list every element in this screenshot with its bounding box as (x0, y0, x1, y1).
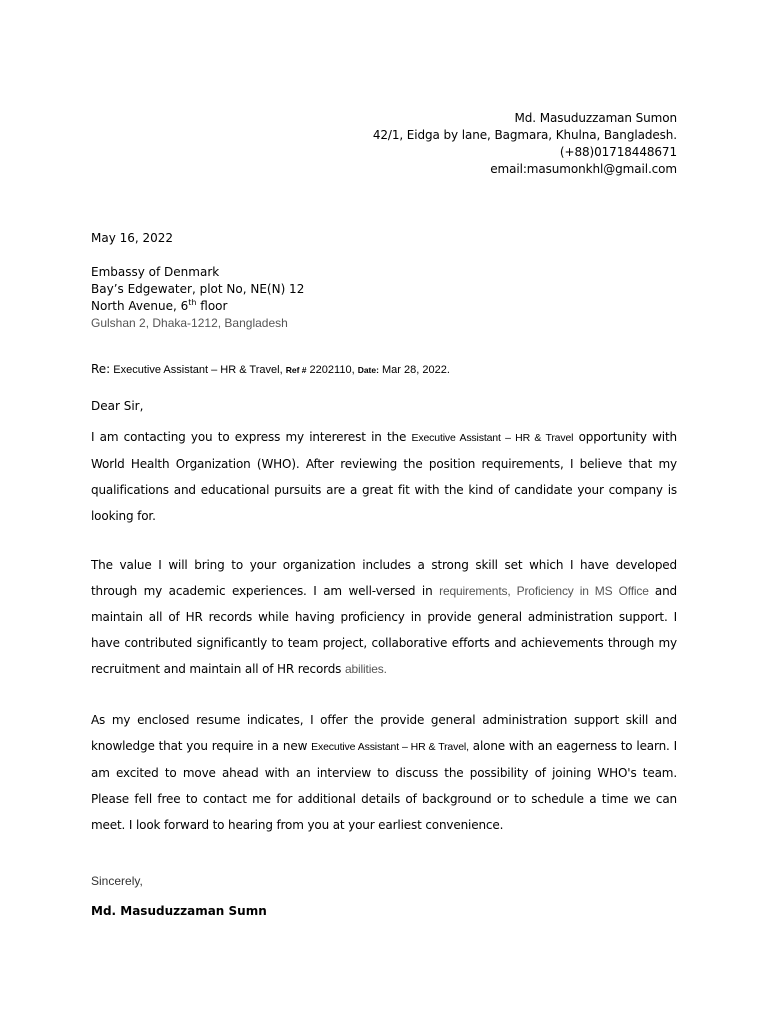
sender-address: 42/1, Eidga by lane, Bagmara, Khulna, Bangladesh. (372, 128, 677, 142)
paragraph-2-skills: requirements, Proficiency in MS Office (439, 584, 655, 598)
subject-date-value: Mar 28, 2022. (378, 364, 450, 376)
closing: Sincerely, (91, 874, 143, 888)
recipient-line-1: Embassy of Denmark (91, 265, 220, 279)
paragraph-1-part-2: opportunity with World Health Organization (WHO). After reviewing the position requirements, I believe that my qualifications and educational pursuits are a great fit with the kind of candidate your company is looking for. (91, 430, 678, 523)
subject-ref-value: 2202110, (306, 364, 358, 376)
recipient-block (91, 264, 304, 332)
paragraph-2 (91, 552, 677, 682)
subject-date-label: Date: (357, 365, 379, 375)
subject-line (91, 361, 450, 379)
paragraph-3 (91, 707, 677, 838)
paragraph-3-position: Executive Assistant – HR & Travel, (311, 741, 469, 753)
paragraph-3-part-2: alone with an eagerness to learn. I am excited to move ahead with an interview to discuss the possibility of joining WHO's team. Please fell free to contact me for additional details of background or to schedule a time we can meet. I look forward to hearing from you at your earliest convenience. (91, 739, 677, 832)
sender-phone: (+88)01718448671 (559, 145, 677, 159)
paragraph-2-abilities: abilities. (344, 662, 387, 676)
subject-position: Executive Assistant – HR & Travel, (110, 364, 286, 376)
subject-label: Re: (91, 362, 111, 376)
paragraph-3-part-1: As my enclosed resume indicates, I offer the provide general administration support skill and knowledge that you require in a new (91, 713, 677, 753)
sender-block (373, 110, 677, 178)
sender-email: email:masumonkhl@gmail.com (490, 162, 677, 176)
recipient-line-3-after: floor (196, 299, 228, 313)
sender-name: Md. Masuduzzaman Sumon (514, 111, 677, 125)
recipient-line-3 (91, 298, 304, 315)
paragraph-1 (91, 424, 677, 529)
signature-name: Md. Masuduzzaman Sumn (91, 904, 267, 918)
recipient-line-3-sup: th (188, 298, 197, 307)
recipient-line-3-before: North Avenue, 6 (91, 299, 189, 313)
salutation: Dear Sir, (91, 399, 144, 413)
letter-date: May 16, 2022 (91, 231, 174, 245)
subject-ref-label: Ref # (285, 365, 307, 375)
paragraph-2-part-2: and maintain all of HR records while having proficiency in provide general administration support. I have contributed significantly to team project, collaborative efforts and achievements through my recruitment and maintain all of HR records (91, 584, 678, 676)
recipient-line-2: Bay’s Edgewater, plot No, NE(N) 12 (91, 282, 305, 296)
paragraph-1-position: Executive Assistant – HR & Travel (411, 432, 574, 444)
paragraph-1-part-1: I am contacting you to express my intererest in the (91, 430, 412, 444)
paragraph-2-part-1: The value I will bring to your organization includes a strong skill set which I have developed through my academic experiences. I am well-versed in (91, 558, 677, 598)
recipient-line-4: Gulshan 2, Dhaka-1212, Bangladesh (91, 316, 288, 330)
